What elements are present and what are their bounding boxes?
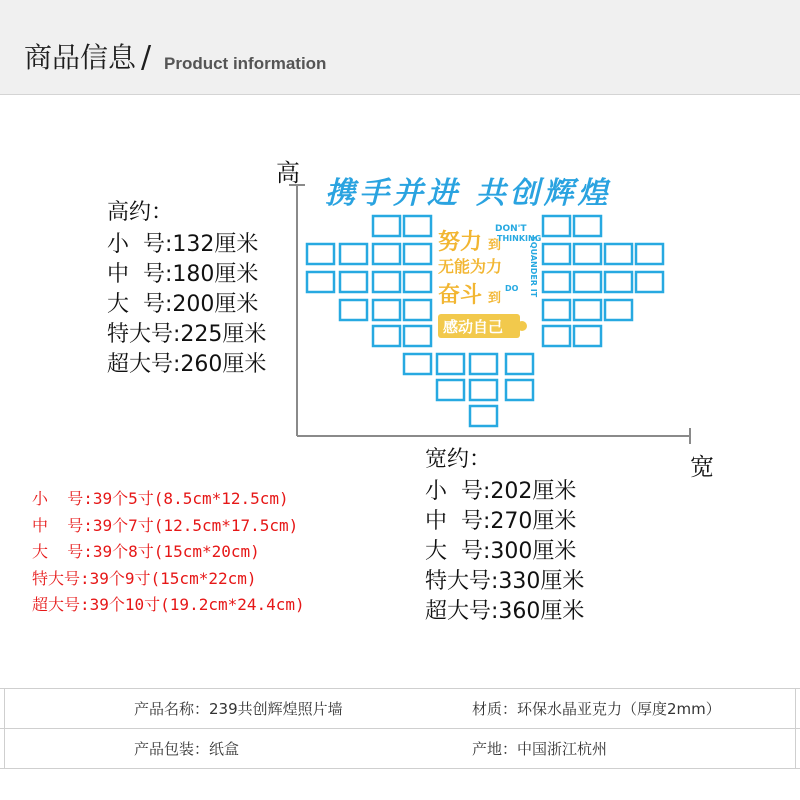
photo-frame: [605, 272, 632, 292]
photo-frame: [340, 272, 367, 292]
photo-frame: [574, 326, 601, 346]
photo-frame: [404, 244, 431, 264]
photo-frame: [373, 216, 400, 236]
poster-line-2: 到: [488, 238, 502, 253]
photo-frame: [404, 300, 431, 320]
height-heading: 高约：: [107, 200, 174, 225]
poster-side-text-1: DON'T: [495, 224, 527, 234]
photo-frame: [543, 326, 570, 346]
width-row: 超大号:360厘米: [425, 599, 585, 624]
product-origin: 产地：中国浙江杭州: [472, 740, 608, 758]
width-row: 小 号:202厘米: [425, 479, 577, 504]
table-divider: [0, 728, 800, 729]
photo-frame: [574, 272, 601, 292]
width-axis-label: 宽: [690, 453, 714, 481]
photo-frame: [543, 272, 570, 292]
table-divider: [0, 688, 800, 689]
photo-frame: [543, 244, 570, 264]
product-details-table: [0, 676, 800, 800]
table-divider: [0, 768, 800, 769]
photo-frame: [470, 354, 497, 374]
product-material: 材质：环保水晶亚克力（厚度2mm）: [472, 700, 721, 718]
photo-frame: [340, 244, 367, 264]
photo-frame: [574, 244, 601, 264]
photo-frame: [404, 326, 431, 346]
frame-size-row: 小 号:39个5寸(8.5cm*12.5cm): [32, 489, 289, 508]
frame-size-row: 中 号:39个7寸(12.5cm*17.5cm): [32, 515, 299, 535]
photo-frame: [404, 272, 431, 292]
photo-frame: [373, 300, 400, 320]
poster-side-text-4: DO: [505, 284, 519, 293]
photo-frame: [470, 380, 497, 400]
height-row: 小 号:132厘米: [107, 232, 259, 257]
photo-frame: [636, 272, 663, 292]
photo-frame: [605, 300, 632, 320]
frame-size-list: [32, 486, 305, 619]
slogan-text: 携手并进 共创辉煌: [325, 176, 612, 211]
photo-frame: [605, 244, 632, 264]
table-border: [4, 688, 5, 768]
frame-size-row: 超大号:39个10寸(19.2cm*24.4cm): [32, 595, 305, 614]
photo-frame: [574, 300, 601, 320]
section-title: 商品信息: [24, 41, 137, 74]
product-packaging: 产品包装：纸盒: [134, 740, 240, 758]
height-spec-block: [107, 196, 266, 380]
poster-line-3: 无能为力: [438, 257, 503, 276]
height-row: 中 号:180厘米: [107, 262, 259, 287]
frame-size-row: 特大号:39个9寸(15cm*22cm): [32, 568, 257, 588]
height-row: 特大号:225厘米: [107, 322, 267, 347]
photo-frame: [506, 380, 533, 400]
photo-frame: [437, 354, 464, 374]
poster-line-1: 努力: [438, 230, 483, 255]
photo-frame: [373, 272, 400, 292]
photo-frame: [307, 272, 334, 292]
runner-icon: [517, 321, 527, 331]
width-row: 中 号:270厘米: [425, 509, 577, 534]
photo-frame: [506, 354, 533, 374]
photo-frame: [470, 406, 497, 426]
height-axis-label: 高: [276, 159, 300, 187]
poster-line-6: 感动自己: [443, 318, 504, 336]
product-name: 产品名称：239共创辉煌照片墙: [134, 700, 343, 718]
table-border: [795, 688, 796, 768]
height-row: 超大号:260厘米: [107, 352, 267, 377]
poster-line-4: 奋斗: [438, 283, 483, 308]
title-separator: /: [141, 40, 152, 75]
poster-side-text-3: THINKING: [497, 234, 542, 243]
center-poster: [438, 224, 541, 338]
photo-frame: [437, 380, 464, 400]
photo-frame: [373, 326, 400, 346]
frame-size-row: 大 号:39个8寸(15cm*20cm): [32, 542, 260, 561]
poster-side-text-2: SQUANDER IT: [529, 236, 538, 298]
width-row: 特大号:330厘米: [425, 569, 585, 594]
section-subtitle: Product information: [164, 54, 327, 73]
photo-frame: [307, 244, 334, 264]
width-row: 大 号:300厘米: [425, 539, 577, 564]
photo-frame: [404, 216, 431, 236]
photo-frame: [373, 244, 400, 264]
poster-line-5: 到: [488, 291, 502, 306]
photo-frame: [636, 244, 663, 264]
width-heading: 宽约：: [425, 447, 492, 472]
photo-frame: [404, 354, 431, 374]
photo-frame: [543, 216, 570, 236]
photo-frame: [574, 216, 601, 236]
photo-frame: [543, 300, 570, 320]
photo-frame: [340, 300, 367, 320]
width-spec-block: [425, 443, 584, 627]
height-row: 大 号:200厘米: [107, 292, 259, 317]
